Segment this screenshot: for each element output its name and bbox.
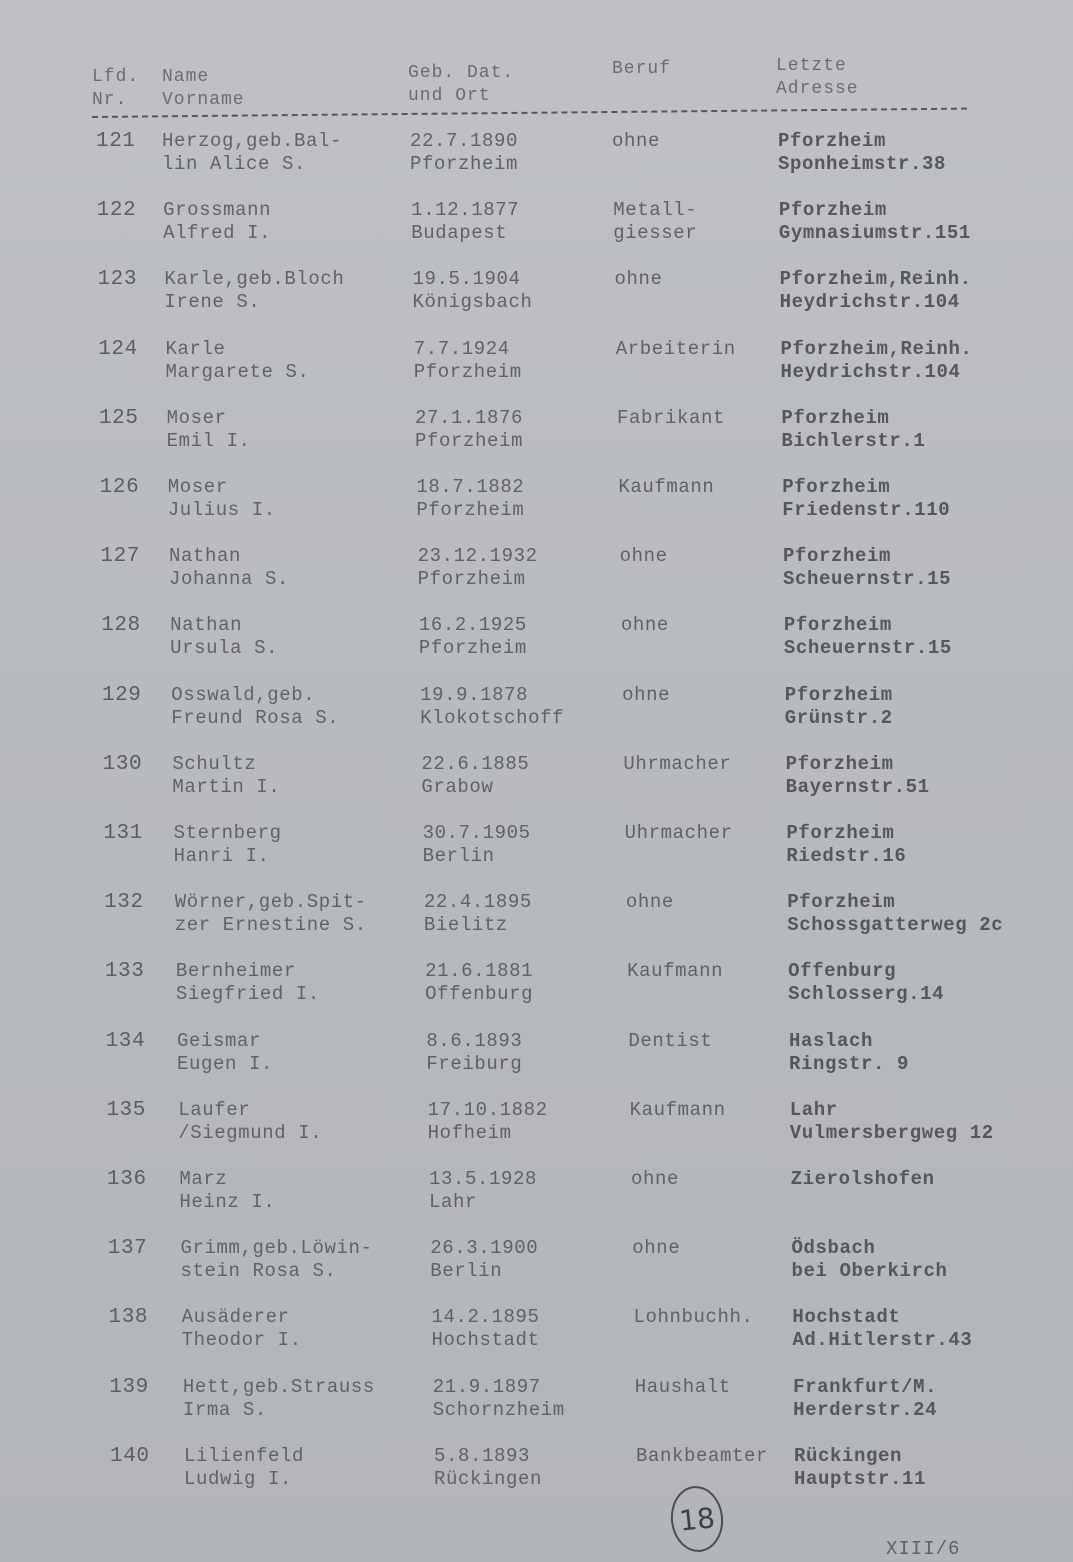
birth-date-place (421, 753, 529, 799)
person-name-line-2: Ursula S. (170, 637, 279, 660)
last-address (791, 1237, 947, 1283)
birth-date-place-line-1: 30.7.1905 (422, 822, 531, 844)
birth-date-place-line-2: Pforzheim (415, 429, 524, 452)
last-address-line-1: Pforzheim (785, 752, 894, 775)
table-row (0, 1030, 1073, 1090)
last-address-line-2: Grünstr.2 (784, 706, 893, 729)
last-address-line-1: Pforzheim (787, 891, 896, 914)
birth-date-place-line-1: 14.2.1895 (431, 1306, 540, 1329)
birth-date-place-line-2: Budapest (411, 222, 508, 245)
birth-date-place-line-2: Bielitz (423, 914, 508, 937)
occupation-line-1: ohne (632, 1237, 681, 1260)
row-number (109, 1306, 149, 1329)
person-name-line-2: Margarete S. (165, 360, 310, 383)
birth-date-place-line-2: Pforzheim (410, 153, 519, 175)
person-name-line-2: Freund Rosa S. (171, 706, 340, 729)
table-row (0, 199, 1073, 259)
table-row (0, 1168, 1073, 1228)
row-number (100, 545, 140, 568)
last-address-line-2: Ad.Hitlerstr.43 (792, 1329, 973, 1352)
last-address (786, 753, 930, 799)
last-address-line-2: Vulmersbergweg 12 (789, 1121, 994, 1144)
birth-date-place-line-1: 21.6.1881 (425, 960, 534, 983)
row-number-line-1: 121 (96, 130, 136, 153)
table-row (0, 268, 1073, 328)
person-name-line-2: Julius I. (167, 499, 276, 521)
row-number (102, 684, 142, 707)
person-name (179, 1168, 275, 1214)
last-address (778, 130, 946, 176)
birth-date-place-line-1: 19.9.1878 (420, 683, 529, 706)
row-number (106, 1099, 146, 1122)
row-number-line-1: 134 (105, 1029, 146, 1053)
occupation-line-1: Arbeiterin (615, 337, 736, 360)
person-name-line-1: Karle,geb.Bloch (164, 268, 345, 291)
last-address (792, 1306, 972, 1352)
occupation (636, 1445, 768, 1468)
occupation (615, 268, 663, 291)
person-name-line-1: Herzog,geb.Bal- (162, 130, 343, 152)
row-number-line-1: 131 (103, 822, 143, 845)
occupation (625, 822, 733, 845)
person-name-line-2: Martin I. (172, 775, 281, 798)
header-letzte-adresse: Letzte Adresse (776, 56, 859, 99)
person-name-line-2: Irma S. (182, 1398, 267, 1421)
table-row (0, 1445, 1073, 1505)
last-address (785, 684, 893, 730)
person-name (167, 407, 251, 453)
birth-date-place-line-2: Berlin (430, 1260, 503, 1283)
occupation-line-1: Haushalt (634, 1375, 731, 1398)
birth-date-place-line-1: 22.6.1885 (421, 752, 530, 775)
header-beruf: Beruf (612, 59, 672, 79)
birth-date-place (431, 1306, 539, 1352)
person-name (164, 268, 344, 314)
last-address-line-2: Riedstr.16 (786, 845, 907, 867)
last-address-line-2: Schossgatterweg 2c (787, 914, 1004, 937)
last-address-line-2: Schlosserg.14 (788, 983, 945, 1006)
last-address (787, 891, 1003, 937)
table-row (0, 822, 1073, 882)
row-number-line-1: 139 (109, 1375, 149, 1399)
row-number (97, 268, 137, 291)
row-number (108, 1237, 148, 1260)
last-address-line-1: Pforzheim (781, 406, 890, 429)
birth-date-place (410, 130, 518, 176)
person-name (176, 960, 320, 1006)
birth-date-place-line-2: Grabow (421, 775, 494, 798)
person-name (182, 1306, 302, 1352)
person-name-line-1: Sternberg (173, 822, 282, 844)
occupation-line-1: Kaufmann (627, 960, 724, 983)
last-address (789, 1030, 909, 1076)
table-row (0, 1376, 1073, 1436)
birth-date-place (423, 822, 531, 868)
occupation (612, 130, 660, 153)
birth-date-place-line-1: 26.3.1900 (430, 1237, 539, 1260)
table-row (0, 1099, 1073, 1159)
birth-date-place-line-1: 23.12.1932 (417, 545, 538, 568)
birth-date-place-line-1: 5.8.1893 (434, 1444, 531, 1467)
last-address (791, 1168, 935, 1191)
person-name-line-1: Osswald,geb. (171, 683, 316, 706)
last-address-line-1: Ödsbach (791, 1237, 876, 1260)
occupation-line-1: Uhrmacher (624, 822, 733, 844)
person-name-line-2: lin Alice S. (162, 153, 307, 175)
row-number (109, 1376, 149, 1399)
birth-date-place (429, 1168, 537, 1214)
birth-date-place-line-2: Pforzheim (417, 568, 526, 591)
last-address-line-2: Gymnasiumstr.151 (778, 222, 971, 245)
person-name-line-1: Moser (166, 406, 227, 429)
table-row (0, 684, 1073, 744)
row-number (103, 822, 143, 845)
person-name-line-2: stein Rosa S. (180, 1260, 337, 1283)
last-address-line-2: Scheuernstr.15 (783, 568, 952, 591)
person-name-line-1: Hett,geb.Strauss (182, 1375, 375, 1398)
person-name (181, 1237, 373, 1283)
row-number (98, 338, 138, 361)
last-address-line-2: Bayernstr.51 (785, 775, 930, 798)
row-number-line-1: 127 (100, 545, 141, 569)
person-name-line-2: Hanri I. (173, 845, 270, 867)
last-address-line-1: Pforzheim (784, 683, 893, 706)
occupation-line-1: ohne (619, 545, 668, 568)
last-address-line-2: Ringstr. 9 (788, 1052, 909, 1075)
page-stamp: 18 (668, 1483, 727, 1554)
birth-date-place-line-2: Schornzheim (432, 1398, 565, 1421)
birth-date-place (426, 1030, 522, 1076)
birth-date-place (430, 1237, 538, 1283)
last-address (788, 960, 944, 1006)
last-address-line-1: Lahr (789, 1098, 838, 1121)
birth-date-place-line-2: Offenburg (425, 983, 534, 1006)
row-number-line-1: 124 (98, 337, 138, 361)
header-lfd-nr: Lfd. Nr. (92, 67, 140, 110)
person-name (162, 130, 342, 176)
person-name-line-2: Ludwig I. (184, 1467, 293, 1490)
last-address (779, 199, 971, 245)
person-name (171, 684, 339, 730)
row-number (110, 1445, 150, 1468)
person-name (178, 1099, 322, 1145)
last-address (783, 545, 951, 591)
last-address-line-1: Haslach (788, 1029, 873, 1052)
last-address-line-2: Scheuernstr.15 (783, 637, 952, 660)
table-row (0, 1306, 1073, 1366)
last-address (794, 1445, 926, 1491)
birth-date-place (420, 684, 564, 730)
last-address-line-1: Pforzheim (778, 199, 887, 222)
row-number-line-1: 132 (104, 891, 144, 915)
person-name-line-2: Irene S. (164, 291, 261, 314)
person-name (169, 545, 289, 591)
row-number (106, 1030, 146, 1053)
occupation-line-1: ohne (625, 891, 674, 914)
last-address (784, 614, 952, 660)
person-name-line-2: Siegfried I. (175, 983, 320, 1006)
occupation-line-1: ohne (614, 268, 663, 291)
row-number (104, 891, 144, 914)
occupation-line-1: Bankbeamter (636, 1444, 769, 1467)
row-number-line-1: 138 (108, 1306, 149, 1330)
occupation (628, 1030, 712, 1053)
table-row (0, 753, 1073, 813)
last-address-line-1: Hochstadt (792, 1306, 901, 1329)
person-name-line-1: Schultz (172, 752, 257, 775)
occupation (626, 891, 674, 914)
occupation-line-1: Uhrmacher (623, 752, 732, 775)
birth-date-place-line-1: 17.10.1882 (427, 1098, 548, 1121)
occupation-line-1: Kaufmann (629, 1098, 726, 1121)
occupation (623, 753, 731, 776)
occupation (618, 476, 714, 499)
last-address-line-2: Bichlerstr.1 (781, 429, 926, 452)
row-number-line-1: 133 (104, 960, 145, 984)
row-number-line-1: 129 (101, 683, 142, 707)
person-name-line-1: Marz (179, 1168, 228, 1190)
last-address (786, 822, 906, 868)
occupation (627, 960, 723, 983)
last-address-line-2: Heydrichstr.104 (779, 291, 960, 314)
person-name-line-1: Grimm,geb.Löwin- (180, 1237, 373, 1260)
person-name-line-2: Johanna S. (168, 568, 289, 591)
person-name-line-1: Nathan (168, 545, 241, 568)
birth-date-place (433, 1376, 565, 1422)
birth-date-place-line-1: 27.1.1876 (415, 406, 524, 429)
header-name-vorname: Name Vorname (162, 67, 245, 110)
last-address-line-1: Pforzheim (778, 130, 887, 152)
row-number-line-1: 135 (106, 1098, 146, 1122)
person-name (172, 753, 280, 799)
birth-date-place-line-2: Pforzheim (418, 637, 527, 660)
row-number (100, 476, 140, 499)
birth-date-place-line-1: 1.12.1877 (411, 199, 520, 222)
occupation-line-2: giesser (613, 222, 698, 245)
birth-date-place-line-1: 19.5.1904 (412, 268, 521, 291)
person-name-line-1: Bernheimer (175, 960, 296, 983)
person-name (184, 1445, 304, 1491)
last-address-line-2: Friedenstr.110 (782, 499, 951, 521)
person-name-line-2: /Siegmund I. (178, 1121, 323, 1144)
row-number-line-1: 125 (98, 406, 139, 430)
table-row (0, 891, 1073, 951)
person-name-line-1: Geismar (177, 1029, 262, 1052)
person-name-line-2: Heinz I. (179, 1191, 276, 1213)
birth-date-place-line-1: 18.7.1882 (416, 476, 525, 498)
occupation-line-1: ohne (612, 130, 661, 152)
last-address (780, 268, 972, 314)
person-name (168, 476, 276, 522)
table-row (0, 1237, 1073, 1297)
occupation (632, 1237, 680, 1260)
birth-date-place-line-1: 7.7.1924 (413, 337, 510, 360)
occupation-line-1: ohne (620, 614, 669, 637)
birth-date-place-line-2: Pforzheim (416, 499, 525, 521)
occupation (622, 684, 670, 707)
occupation-line-1: Fabrikant (617, 406, 726, 429)
birth-date-place-line-2: Königsbach (412, 291, 533, 314)
row-number-line-1: 140 (110, 1444, 150, 1468)
person-name-line-2: zer Ernestine S. (174, 914, 367, 937)
occupation (616, 338, 736, 361)
birth-date-place (418, 545, 538, 591)
birth-date-place (419, 614, 527, 660)
occupation (617, 407, 725, 430)
page-reference: XIII/6 (886, 1538, 961, 1560)
last-address-line-1: Pforzheim (783, 545, 892, 568)
occupation-line-1: ohne (622, 683, 671, 706)
last-address (790, 1099, 994, 1145)
birth-date-place-line-2: Klokotschoff (420, 706, 565, 729)
birth-date-place (428, 1099, 548, 1145)
birth-date-place (424, 891, 532, 937)
birth-date-place-line-1: 8.6.1893 (426, 1029, 523, 1052)
row-number (97, 199, 137, 222)
row-number (99, 407, 139, 430)
birth-date-place (425, 960, 533, 1006)
birth-date-place-line-1: 16.2.1925 (418, 614, 527, 637)
person-name (170, 614, 278, 660)
table-row (0, 545, 1073, 605)
table-row (0, 407, 1073, 467)
person-name-line-2: Alfred I. (163, 222, 272, 245)
last-address (781, 407, 925, 453)
row-number (96, 130, 136, 153)
birth-date-place (416, 476, 524, 522)
person-name-line-1: Karle (165, 337, 226, 360)
header-geb-dat: Geb. Dat. und Ort (408, 63, 515, 106)
last-address-line-1: Pforzheim (786, 822, 895, 844)
last-address-line-2: Heydrichstr.104 (780, 360, 961, 383)
birth-date-place-line-2: Lahr (428, 1191, 477, 1213)
row-number-line-1: 123 (97, 268, 138, 292)
last-address-line-1: Offenburg (788, 960, 897, 983)
row-number-line-1: 122 (96, 199, 137, 223)
table-row (0, 338, 1073, 398)
birth-date-place (434, 1445, 542, 1491)
birth-date-place-line-2: Freiburg (426, 1052, 523, 1075)
table-row (0, 476, 1073, 536)
person-name (175, 891, 367, 937)
occupation (621, 614, 669, 637)
occupation (635, 1376, 731, 1399)
birth-date-place-line-2: Hofheim (427, 1121, 512, 1144)
birth-date-place (415, 407, 523, 453)
last-address-line-2: bei Oberkirch (791, 1260, 948, 1283)
occupation-line-1: Metall- (613, 199, 698, 222)
occupation (620, 545, 668, 568)
last-address-line-1: Pforzheim,Reinh. (780, 337, 973, 360)
row-number-line-1: 130 (102, 752, 143, 776)
birth-date-place-line-2: Berlin (422, 845, 495, 867)
person-name-line-1: Lilienfeld (184, 1444, 305, 1467)
row-number-line-1: 137 (107, 1237, 148, 1261)
person-name (183, 1376, 375, 1422)
occupation-line-1: ohne (630, 1168, 679, 1190)
last-address-line-1: Pforzheim (782, 476, 891, 498)
last-address-line-2: Herderstr.24 (793, 1398, 938, 1421)
table-row (0, 960, 1073, 1020)
person-name (174, 822, 282, 868)
birth-date-place-line-2: Pforzheim (413, 360, 522, 383)
occupation (630, 1099, 726, 1122)
row-number-line-1: 136 (107, 1168, 147, 1191)
person-name-line-1: Laufer (178, 1098, 251, 1121)
person-name-line-1: Nathan (170, 614, 243, 637)
birth-date-place-line-1: 21.9.1897 (432, 1375, 541, 1398)
occupation-line-1: Lohnbuchh. (633, 1306, 754, 1329)
last-address (781, 338, 973, 384)
birth-date-place (414, 338, 522, 384)
last-address-line-1: Zierolshofen (790, 1168, 935, 1190)
occupation (631, 1168, 679, 1191)
occupation (613, 199, 697, 245)
person-name-line-1: Grossmann (163, 199, 272, 222)
birth-date-place-line-1: 22.4.1895 (423, 891, 532, 914)
row-number (105, 960, 145, 983)
row-number (101, 614, 141, 637)
last-address-line-1: Rückingen (794, 1444, 903, 1467)
person-name (165, 338, 309, 384)
birth-date-place-line-1: 22.7.1890 (410, 130, 519, 152)
person-name-line-1: Moser (167, 476, 228, 498)
table-row (0, 614, 1073, 674)
occupation (633, 1306, 753, 1329)
person-name-line-2: Theodor I. (181, 1329, 302, 1352)
person-name-line-1: Ausäderer (181, 1306, 290, 1329)
birth-date-place-line-2: Rückingen (434, 1467, 543, 1490)
row-number (103, 753, 143, 776)
birth-date-place-line-1: 13.5.1928 (428, 1168, 537, 1190)
birth-date-place-line-2: Hochstadt (431, 1329, 540, 1352)
last-address (782, 476, 950, 522)
last-address-line-1: Frankfurt/M. (793, 1375, 938, 1398)
person-name (163, 199, 271, 245)
last-address-line-1: Pforzheim,Reinh. (779, 268, 972, 291)
last-address-line-2: Sponheimstr.38 (778, 153, 947, 175)
last-address (793, 1376, 937, 1422)
birth-date-place (411, 199, 519, 245)
occupation-line-1: Dentist (628, 1029, 713, 1052)
table-row (0, 130, 1073, 190)
person-name-line-2: Eugen I. (177, 1052, 274, 1075)
person-name (177, 1030, 273, 1076)
occupation-line-1: Kaufmann (618, 476, 715, 498)
birth-date-place (413, 268, 533, 314)
row-number (107, 1168, 147, 1191)
row-number-line-1: 128 (101, 614, 141, 638)
person-name-line-1: Wörner,geb.Spit- (174, 891, 367, 914)
person-name-line-2: Emil I. (166, 429, 251, 452)
last-address-line-2: Hauptstr.11 (794, 1467, 927, 1490)
row-number-line-1: 126 (99, 476, 140, 499)
last-address-line-1: Pforzheim (783, 614, 892, 637)
